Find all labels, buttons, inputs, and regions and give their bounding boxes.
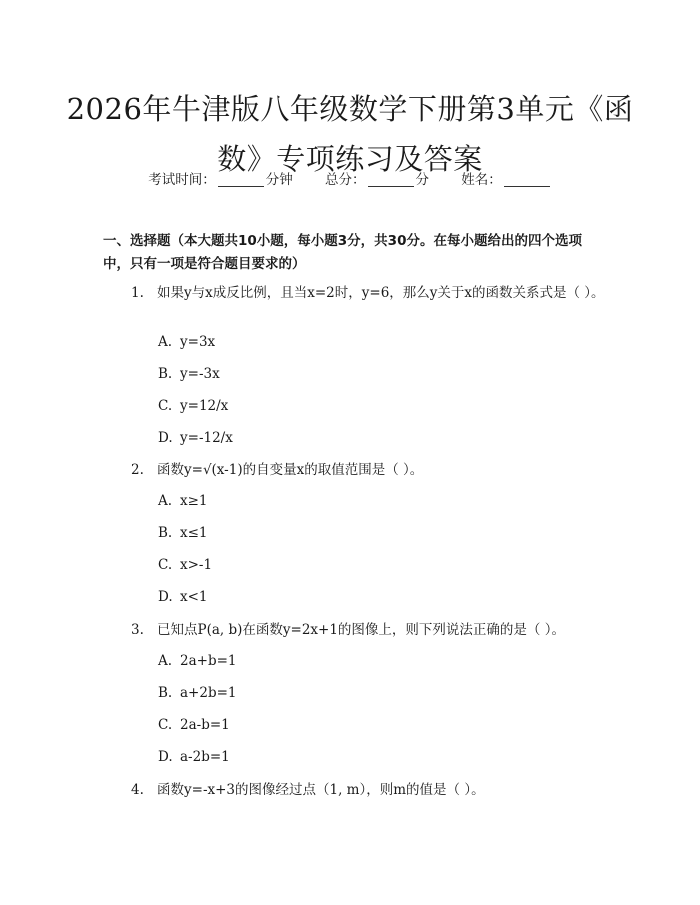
option-1a: A. y=3x (158, 334, 216, 350)
option-2b: B. x≤1 (158, 525, 208, 541)
question-2 (103, 459, 608, 482)
option-3d: D. a-2b=1 (158, 749, 230, 765)
name-label: 姓名： (461, 172, 502, 188)
question-3 (103, 619, 608, 642)
score-unit: 分 (415, 172, 429, 188)
question-text: 函数y=√(x-1)的自变量x的取值范围是（ ）。 (157, 462, 424, 478)
question-4 (103, 779, 608, 802)
option-1b: B. y=-3x (158, 366, 220, 382)
option-2d: D. x<1 (158, 589, 208, 605)
option-1c: C. y=12/x (158, 398, 229, 414)
time-blank (218, 172, 264, 187)
question-text: 已知点P(a, b)在函数y=2x+1的图像上，则下列说法正确的是（ ）。 (157, 622, 565, 638)
question-number: 2. (131, 462, 144, 478)
question-text: 如果y与x成反比例，且当x=2时，y=6，那么y关于x的函数关系式是（ ）。 (157, 285, 605, 301)
exam-meta (0, 168, 700, 188)
section-heading: 一、选择题（本大题共10小题，每小题3分，共30分。在每小题给出的四个选项中，只有一项是符合题目要求的） (103, 233, 582, 272)
option-3a: A. 2a+b=1 (158, 653, 237, 669)
option-3c: C. 2a-b=1 (158, 717, 230, 733)
name-blank (504, 172, 550, 187)
option-1d: D. y=-12/x (158, 430, 233, 446)
score-blank (368, 172, 414, 187)
exam-score (325, 168, 429, 188)
exam-time (148, 168, 293, 188)
score-label: 总分： (325, 172, 366, 188)
question-number: 3. (131, 622, 144, 638)
exam-name (461, 168, 552, 188)
option-2c: C. x>-1 (158, 557, 213, 573)
time-label: 考试时间： (148, 172, 216, 188)
option-2a: A. x≥1 (158, 493, 208, 509)
time-unit: 分钟 (265, 172, 293, 188)
document-title: 2026年牛津版八年级数学下册第3单元《函数》专项练习及答案 (66, 92, 634, 176)
question-text: 函数y=-x+3的图像经过点（1, m），则m的值是（ ）。 (157, 782, 485, 798)
question-number: 1. (131, 285, 144, 301)
question-number: 4. (131, 782, 144, 798)
question-1 (103, 282, 608, 305)
option-3b: B. a+2b=1 (158, 685, 237, 701)
